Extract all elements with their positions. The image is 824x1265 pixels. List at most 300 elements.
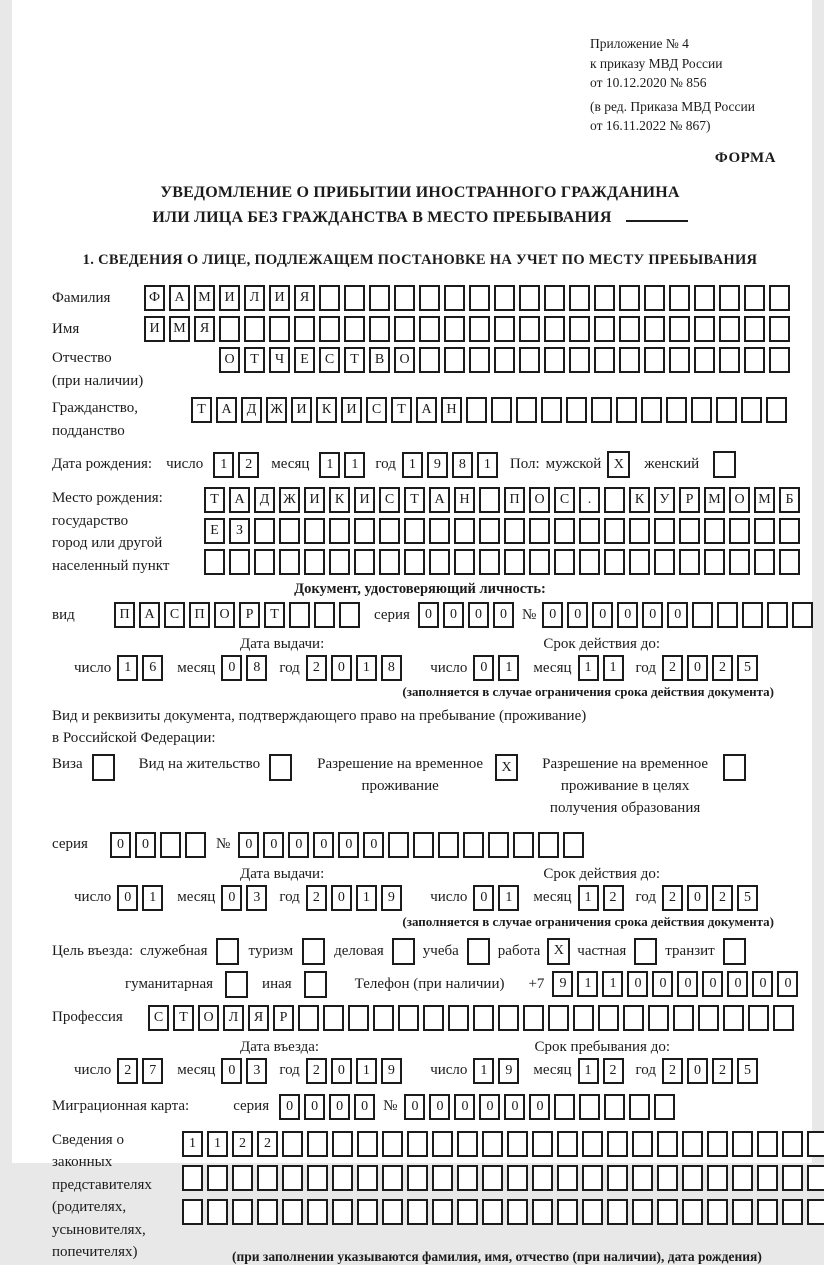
char-cell[interactable] bbox=[473, 1005, 494, 1031]
char-cell[interactable] bbox=[692, 602, 713, 628]
char-cell[interactable] bbox=[466, 397, 487, 423]
char-cell[interactable] bbox=[382, 1199, 403, 1225]
char-cell[interactable] bbox=[394, 285, 415, 311]
char-cell[interactable] bbox=[607, 1131, 628, 1157]
char-cell[interactable]: 0 bbox=[221, 885, 242, 911]
char-cell[interactable] bbox=[392, 938, 415, 965]
char-cell[interactable]: 8 bbox=[381, 655, 402, 681]
char-cell[interactable] bbox=[463, 832, 484, 858]
char-cell[interactable] bbox=[657, 1199, 678, 1225]
char-cell[interactable] bbox=[282, 1199, 303, 1225]
char-cell[interactable] bbox=[479, 518, 500, 544]
char-cell[interactable] bbox=[507, 1131, 528, 1157]
char-cell[interactable] bbox=[182, 1199, 203, 1225]
char-cell[interactable]: 0 bbox=[468, 602, 489, 628]
char-cell[interactable] bbox=[757, 1165, 778, 1191]
char-cell[interactable] bbox=[444, 285, 465, 311]
char-cell[interactable]: Е bbox=[204, 518, 225, 544]
char-cell[interactable]: Т bbox=[391, 397, 412, 423]
char-cell[interactable] bbox=[407, 1165, 428, 1191]
char-cell[interactable]: К bbox=[629, 487, 650, 513]
char-cell[interactable]: 2 bbox=[603, 885, 624, 911]
char-cell[interactable]: Т bbox=[404, 487, 425, 513]
char-cell[interactable] bbox=[279, 549, 300, 575]
char-cell[interactable]: 0 bbox=[567, 602, 588, 628]
char-cell[interactable] bbox=[607, 1199, 628, 1225]
char-cell[interactable] bbox=[554, 518, 575, 544]
char-cell[interactable]: 0 bbox=[627, 971, 648, 997]
char-cell[interactable] bbox=[723, 938, 746, 965]
char-cell[interactable] bbox=[314, 602, 335, 628]
char-cell[interactable]: 1 bbox=[344, 452, 365, 478]
male-checkbox[interactable] bbox=[607, 451, 630, 478]
char-cell[interactable]: 5 bbox=[737, 655, 758, 681]
char-cell[interactable]: Т bbox=[173, 1005, 194, 1031]
char-cell[interactable] bbox=[782, 1165, 803, 1191]
char-cell[interactable] bbox=[604, 518, 625, 544]
char-cell[interactable] bbox=[769, 285, 790, 311]
char-cell[interactable] bbox=[307, 1165, 328, 1191]
char-cell[interactable] bbox=[279, 518, 300, 544]
char-cell[interactable]: . bbox=[579, 487, 600, 513]
char-cell[interactable] bbox=[679, 518, 700, 544]
char-cell[interactable]: 0 bbox=[288, 832, 309, 858]
char-cell[interactable] bbox=[792, 602, 813, 628]
char-cell[interactable] bbox=[594, 347, 615, 373]
char-cell[interactable] bbox=[557, 1199, 578, 1225]
char-cell[interactable] bbox=[516, 397, 537, 423]
char-cell[interactable] bbox=[185, 832, 206, 858]
char-cell[interactable]: 0 bbox=[279, 1094, 300, 1120]
char-cell[interactable] bbox=[573, 1005, 594, 1031]
char-cell[interactable] bbox=[717, 602, 738, 628]
char-cell[interactable] bbox=[482, 1131, 503, 1157]
char-cell[interactable] bbox=[632, 1131, 653, 1157]
purpose-humanitarian-checkbox[interactable] bbox=[225, 971, 248, 998]
char-cell[interactable] bbox=[216, 938, 239, 965]
char-cell[interactable]: М bbox=[704, 487, 725, 513]
char-cell[interactable]: 0 bbox=[238, 832, 259, 858]
char-cell[interactable] bbox=[244, 316, 265, 342]
char-cell[interactable]: 0 bbox=[304, 1094, 325, 1120]
char-cell[interactable]: Н bbox=[441, 397, 462, 423]
char-cell[interactable] bbox=[369, 316, 390, 342]
char-cell[interactable] bbox=[504, 549, 525, 575]
char-cell[interactable] bbox=[382, 1165, 403, 1191]
char-cell[interactable]: 0 bbox=[354, 1094, 375, 1120]
char-cell[interactable]: О bbox=[198, 1005, 219, 1031]
char-cell[interactable]: 1 bbox=[498, 885, 519, 911]
char-cell[interactable] bbox=[369, 285, 390, 311]
char-cell[interactable] bbox=[207, 1165, 228, 1191]
char-cell[interactable]: 1 bbox=[319, 452, 340, 478]
char-cell[interactable] bbox=[207, 1199, 228, 1225]
char-cell[interactable] bbox=[532, 1131, 553, 1157]
char-cell[interactable] bbox=[482, 1199, 503, 1225]
char-cell[interactable] bbox=[569, 285, 590, 311]
char-cell[interactable] bbox=[807, 1131, 824, 1157]
char-cell[interactable]: 0 bbox=[504, 1094, 525, 1120]
char-cell[interactable] bbox=[507, 1165, 528, 1191]
char-cell[interactable] bbox=[754, 549, 775, 575]
char-cell[interactable]: 0 bbox=[429, 1094, 450, 1120]
char-cell[interactable] bbox=[657, 1165, 678, 1191]
char-cell[interactable]: 0 bbox=[493, 602, 514, 628]
char-cell[interactable] bbox=[742, 602, 763, 628]
char-cell[interactable] bbox=[488, 832, 509, 858]
char-cell[interactable] bbox=[419, 316, 440, 342]
char-cell[interactable]: 0 bbox=[331, 885, 352, 911]
char-cell[interactable] bbox=[538, 832, 559, 858]
char-cell[interactable] bbox=[732, 1199, 753, 1225]
char-cell[interactable] bbox=[219, 316, 240, 342]
char-cell[interactable] bbox=[594, 316, 615, 342]
char-cell[interactable]: О bbox=[529, 487, 550, 513]
char-cell[interactable]: 2 bbox=[603, 1058, 624, 1084]
purpose-transit-checkbox[interactable] bbox=[723, 938, 746, 965]
char-cell[interactable] bbox=[307, 1199, 328, 1225]
char-cell[interactable] bbox=[544, 316, 565, 342]
char-cell[interactable] bbox=[723, 754, 746, 781]
char-cell[interactable] bbox=[394, 316, 415, 342]
temp-residence-education-checkbox[interactable] bbox=[723, 754, 746, 781]
char-cell[interactable] bbox=[332, 1165, 353, 1191]
char-cell[interactable] bbox=[529, 549, 550, 575]
char-cell[interactable] bbox=[302, 938, 325, 965]
char-cell[interactable] bbox=[344, 285, 365, 311]
char-cell[interactable] bbox=[282, 1131, 303, 1157]
char-cell[interactable]: 9 bbox=[552, 971, 573, 997]
char-cell[interactable] bbox=[182, 1165, 203, 1191]
char-cell[interactable]: Я bbox=[194, 316, 215, 342]
char-cell[interactable]: 0 bbox=[617, 602, 638, 628]
char-cell[interactable] bbox=[641, 397, 662, 423]
char-cell[interactable]: 2 bbox=[257, 1131, 278, 1157]
char-cell[interactable] bbox=[582, 1131, 603, 1157]
char-cell[interactable] bbox=[682, 1165, 703, 1191]
char-cell[interactable]: 1 bbox=[578, 655, 599, 681]
char-cell[interactable] bbox=[257, 1199, 278, 1225]
char-cell[interactable] bbox=[707, 1165, 728, 1191]
char-cell[interactable] bbox=[557, 1165, 578, 1191]
char-cell[interactable] bbox=[769, 316, 790, 342]
char-cell[interactable] bbox=[432, 1131, 453, 1157]
char-cell[interactable]: 9 bbox=[381, 885, 402, 911]
char-cell[interactable] bbox=[432, 1165, 453, 1191]
char-cell[interactable]: 5 bbox=[737, 885, 758, 911]
char-cell[interactable] bbox=[494, 285, 515, 311]
char-cell[interactable] bbox=[304, 518, 325, 544]
char-cell[interactable]: С bbox=[319, 347, 340, 373]
char-cell[interactable] bbox=[532, 1165, 553, 1191]
char-cell[interactable] bbox=[444, 347, 465, 373]
char-cell[interactable]: Ж bbox=[279, 487, 300, 513]
char-cell[interactable]: Р bbox=[239, 602, 260, 628]
char-cell[interactable] bbox=[382, 1131, 403, 1157]
char-cell[interactable] bbox=[666, 397, 687, 423]
char-cell[interactable]: 0 bbox=[473, 655, 494, 681]
char-cell[interactable] bbox=[482, 1165, 503, 1191]
char-cell[interactable]: С bbox=[148, 1005, 169, 1031]
char-cell[interactable] bbox=[719, 285, 740, 311]
char-cell[interactable] bbox=[744, 285, 765, 311]
char-cell[interactable] bbox=[707, 1131, 728, 1157]
char-cell[interactable] bbox=[532, 1199, 553, 1225]
char-cell[interactable]: И bbox=[219, 285, 240, 311]
char-cell[interactable]: 0 bbox=[777, 971, 798, 997]
char-cell[interactable] bbox=[779, 549, 800, 575]
char-cell[interactable] bbox=[682, 1131, 703, 1157]
char-cell[interactable] bbox=[548, 1005, 569, 1031]
char-cell[interactable]: Ф bbox=[144, 285, 165, 311]
char-cell[interactable] bbox=[344, 316, 365, 342]
char-cell[interactable]: С bbox=[554, 487, 575, 513]
char-cell[interactable]: М bbox=[169, 316, 190, 342]
char-cell[interactable]: Д bbox=[241, 397, 262, 423]
char-cell[interactable]: С bbox=[164, 602, 185, 628]
char-cell[interactable] bbox=[323, 1005, 344, 1031]
char-cell[interactable] bbox=[332, 1199, 353, 1225]
char-cell[interactable] bbox=[704, 549, 725, 575]
char-cell[interactable]: И bbox=[291, 397, 312, 423]
char-cell[interactable] bbox=[92, 754, 115, 781]
char-cell[interactable]: И bbox=[341, 397, 362, 423]
char-cell[interactable] bbox=[769, 347, 790, 373]
char-cell[interactable]: 2 bbox=[306, 655, 327, 681]
char-cell[interactable] bbox=[563, 832, 584, 858]
char-cell[interactable]: 0 bbox=[727, 971, 748, 997]
char-cell[interactable]: 2 bbox=[712, 655, 733, 681]
char-cell[interactable] bbox=[257, 1165, 278, 1191]
char-cell[interactable] bbox=[379, 518, 400, 544]
char-cell[interactable]: А bbox=[139, 602, 160, 628]
char-cell[interactable] bbox=[682, 1199, 703, 1225]
char-cell[interactable]: Т bbox=[264, 602, 285, 628]
char-cell[interactable] bbox=[807, 1165, 824, 1191]
char-cell[interactable]: О bbox=[219, 347, 240, 373]
char-cell[interactable]: А bbox=[169, 285, 190, 311]
char-cell[interactable] bbox=[594, 285, 615, 311]
char-cell[interactable] bbox=[454, 549, 475, 575]
char-cell[interactable] bbox=[654, 518, 675, 544]
char-cell[interactable] bbox=[754, 518, 775, 544]
char-cell[interactable]: 8 bbox=[452, 452, 473, 478]
char-cell[interactable] bbox=[357, 1131, 378, 1157]
char-cell[interactable] bbox=[407, 1199, 428, 1225]
char-cell[interactable] bbox=[413, 832, 434, 858]
purpose-private-checkbox[interactable] bbox=[634, 938, 657, 965]
char-cell[interactable]: 0 bbox=[221, 1058, 242, 1084]
char-cell[interactable]: 1 bbox=[577, 971, 598, 997]
char-cell[interactable] bbox=[766, 397, 787, 423]
char-cell[interactable]: 0 bbox=[329, 1094, 350, 1120]
char-cell[interactable]: 3 bbox=[246, 1058, 267, 1084]
char-cell[interactable]: Т bbox=[204, 487, 225, 513]
char-cell[interactable]: 0 bbox=[443, 602, 464, 628]
char-cell[interactable]: И bbox=[269, 285, 290, 311]
char-cell[interactable] bbox=[225, 971, 248, 998]
visa-checkbox[interactable] bbox=[92, 754, 115, 781]
char-cell[interactable]: Р bbox=[273, 1005, 294, 1031]
char-cell[interactable] bbox=[544, 347, 565, 373]
female-checkbox[interactable] bbox=[713, 451, 736, 478]
char-cell[interactable]: А bbox=[429, 487, 450, 513]
char-cell[interactable] bbox=[634, 938, 657, 965]
char-cell[interactable]: 0 bbox=[338, 832, 359, 858]
char-cell[interactable]: О bbox=[394, 347, 415, 373]
char-cell[interactable] bbox=[694, 316, 715, 342]
char-cell[interactable]: 2 bbox=[662, 655, 683, 681]
char-cell[interactable] bbox=[582, 1165, 603, 1191]
char-cell[interactable] bbox=[616, 397, 637, 423]
char-cell[interactable] bbox=[339, 602, 360, 628]
char-cell[interactable]: 0 bbox=[642, 602, 663, 628]
char-cell[interactable] bbox=[713, 451, 736, 478]
char-cell[interactable] bbox=[729, 518, 750, 544]
char-cell[interactable] bbox=[519, 285, 540, 311]
char-cell[interactable] bbox=[669, 347, 690, 373]
char-cell[interactable] bbox=[457, 1131, 478, 1157]
char-cell[interactable] bbox=[423, 1005, 444, 1031]
char-cell[interactable] bbox=[619, 347, 640, 373]
char-cell[interactable] bbox=[782, 1199, 803, 1225]
char-cell[interactable] bbox=[254, 549, 275, 575]
char-cell[interactable] bbox=[732, 1131, 753, 1157]
char-cell[interactable] bbox=[479, 549, 500, 575]
char-cell[interactable] bbox=[748, 1005, 769, 1031]
char-cell[interactable]: 2 bbox=[117, 1058, 138, 1084]
char-cell[interactable] bbox=[598, 1005, 619, 1031]
char-cell[interactable] bbox=[698, 1005, 719, 1031]
char-cell[interactable]: И bbox=[354, 487, 375, 513]
char-cell[interactable] bbox=[607, 1165, 628, 1191]
char-cell[interactable] bbox=[579, 549, 600, 575]
char-cell[interactable]: О bbox=[729, 487, 750, 513]
char-cell[interactable] bbox=[229, 549, 250, 575]
char-cell[interactable] bbox=[498, 1005, 519, 1031]
char-cell[interactable] bbox=[457, 1165, 478, 1191]
char-cell[interactable]: А bbox=[229, 487, 250, 513]
char-cell[interactable] bbox=[304, 971, 327, 998]
char-cell[interactable] bbox=[719, 347, 740, 373]
char-cell[interactable] bbox=[282, 1165, 303, 1191]
char-cell[interactable] bbox=[454, 518, 475, 544]
char-cell[interactable] bbox=[767, 602, 788, 628]
char-cell[interactable] bbox=[304, 549, 325, 575]
char-cell[interactable] bbox=[307, 1131, 328, 1157]
char-cell[interactable] bbox=[673, 1005, 694, 1031]
char-cell[interactable] bbox=[691, 397, 712, 423]
char-cell[interactable] bbox=[494, 316, 515, 342]
char-cell[interactable] bbox=[523, 1005, 544, 1031]
char-cell[interactable] bbox=[269, 754, 292, 781]
char-cell[interactable] bbox=[644, 347, 665, 373]
char-cell[interactable]: Е bbox=[294, 347, 315, 373]
char-cell[interactable] bbox=[348, 1005, 369, 1031]
char-cell[interactable] bbox=[632, 1199, 653, 1225]
char-cell[interactable] bbox=[448, 1005, 469, 1031]
purpose-business-checkbox[interactable] bbox=[216, 938, 239, 965]
char-cell[interactable]: 2 bbox=[712, 885, 733, 911]
char-cell[interactable] bbox=[513, 832, 534, 858]
char-cell[interactable]: 0 bbox=[702, 971, 723, 997]
char-cell[interactable] bbox=[544, 285, 565, 311]
char-cell[interactable]: Д bbox=[254, 487, 275, 513]
char-cell[interactable] bbox=[373, 1005, 394, 1031]
char-cell[interactable]: 2 bbox=[662, 885, 683, 911]
char-cell[interactable]: Н bbox=[454, 487, 475, 513]
char-cell[interactable]: Т bbox=[344, 347, 365, 373]
char-cell[interactable]: 9 bbox=[381, 1058, 402, 1084]
char-cell[interactable] bbox=[779, 518, 800, 544]
char-cell[interactable] bbox=[160, 832, 181, 858]
char-cell[interactable]: 1 bbox=[578, 885, 599, 911]
char-cell[interactable] bbox=[569, 347, 590, 373]
char-cell[interactable] bbox=[719, 316, 740, 342]
char-cell[interactable] bbox=[757, 1131, 778, 1157]
char-cell[interactable]: 0 bbox=[667, 602, 688, 628]
char-cell[interactable] bbox=[732, 1165, 753, 1191]
char-cell[interactable]: 0 bbox=[752, 971, 773, 997]
char-cell[interactable]: Ж bbox=[266, 397, 287, 423]
char-cell[interactable]: 0 bbox=[677, 971, 698, 997]
char-cell[interactable]: Л bbox=[223, 1005, 244, 1031]
char-cell[interactable]: П bbox=[114, 602, 135, 628]
char-cell[interactable] bbox=[298, 1005, 319, 1031]
char-cell[interactable] bbox=[419, 285, 440, 311]
char-cell[interactable]: 0 bbox=[331, 655, 352, 681]
char-cell[interactable]: 1 bbox=[603, 655, 624, 681]
char-cell[interactable] bbox=[398, 1005, 419, 1031]
char-cell[interactable] bbox=[529, 518, 550, 544]
char-cell[interactable] bbox=[619, 316, 640, 342]
char-cell[interactable]: 0 bbox=[418, 602, 439, 628]
char-cell[interactable]: 0 bbox=[652, 971, 673, 997]
char-cell[interactable] bbox=[554, 549, 575, 575]
char-cell[interactable] bbox=[694, 285, 715, 311]
char-cell[interactable]: 2 bbox=[306, 1058, 327, 1084]
char-cell[interactable]: 1 bbox=[356, 655, 377, 681]
char-cell[interactable]: 7 bbox=[142, 1058, 163, 1084]
char-cell[interactable]: О bbox=[214, 602, 235, 628]
char-cell[interactable]: 2 bbox=[238, 452, 259, 478]
char-cell[interactable] bbox=[429, 518, 450, 544]
char-cell[interactable]: 1 bbox=[356, 1058, 377, 1084]
purpose-commercial-checkbox[interactable] bbox=[392, 938, 415, 965]
char-cell[interactable] bbox=[669, 285, 690, 311]
char-cell[interactable] bbox=[254, 518, 275, 544]
char-cell[interactable]: X bbox=[547, 938, 570, 965]
char-cell[interactable]: 2 bbox=[306, 885, 327, 911]
char-cell[interactable] bbox=[294, 316, 315, 342]
char-cell[interactable]: Т bbox=[244, 347, 265, 373]
char-cell[interactable]: 2 bbox=[662, 1058, 683, 1084]
char-cell[interactable] bbox=[357, 1165, 378, 1191]
char-cell[interactable] bbox=[741, 397, 762, 423]
char-cell[interactable] bbox=[319, 316, 340, 342]
char-cell[interactable]: 0 bbox=[404, 1094, 425, 1120]
char-cell[interactable] bbox=[604, 1094, 625, 1120]
char-cell[interactable] bbox=[429, 549, 450, 575]
char-cell[interactable] bbox=[504, 518, 525, 544]
char-cell[interactable]: 0 bbox=[313, 832, 334, 858]
char-cell[interactable] bbox=[554, 1094, 575, 1120]
char-cell[interactable]: Я bbox=[248, 1005, 269, 1031]
char-cell[interactable] bbox=[354, 518, 375, 544]
char-cell[interactable] bbox=[469, 316, 490, 342]
char-cell[interactable] bbox=[269, 316, 290, 342]
char-cell[interactable] bbox=[457, 1199, 478, 1225]
